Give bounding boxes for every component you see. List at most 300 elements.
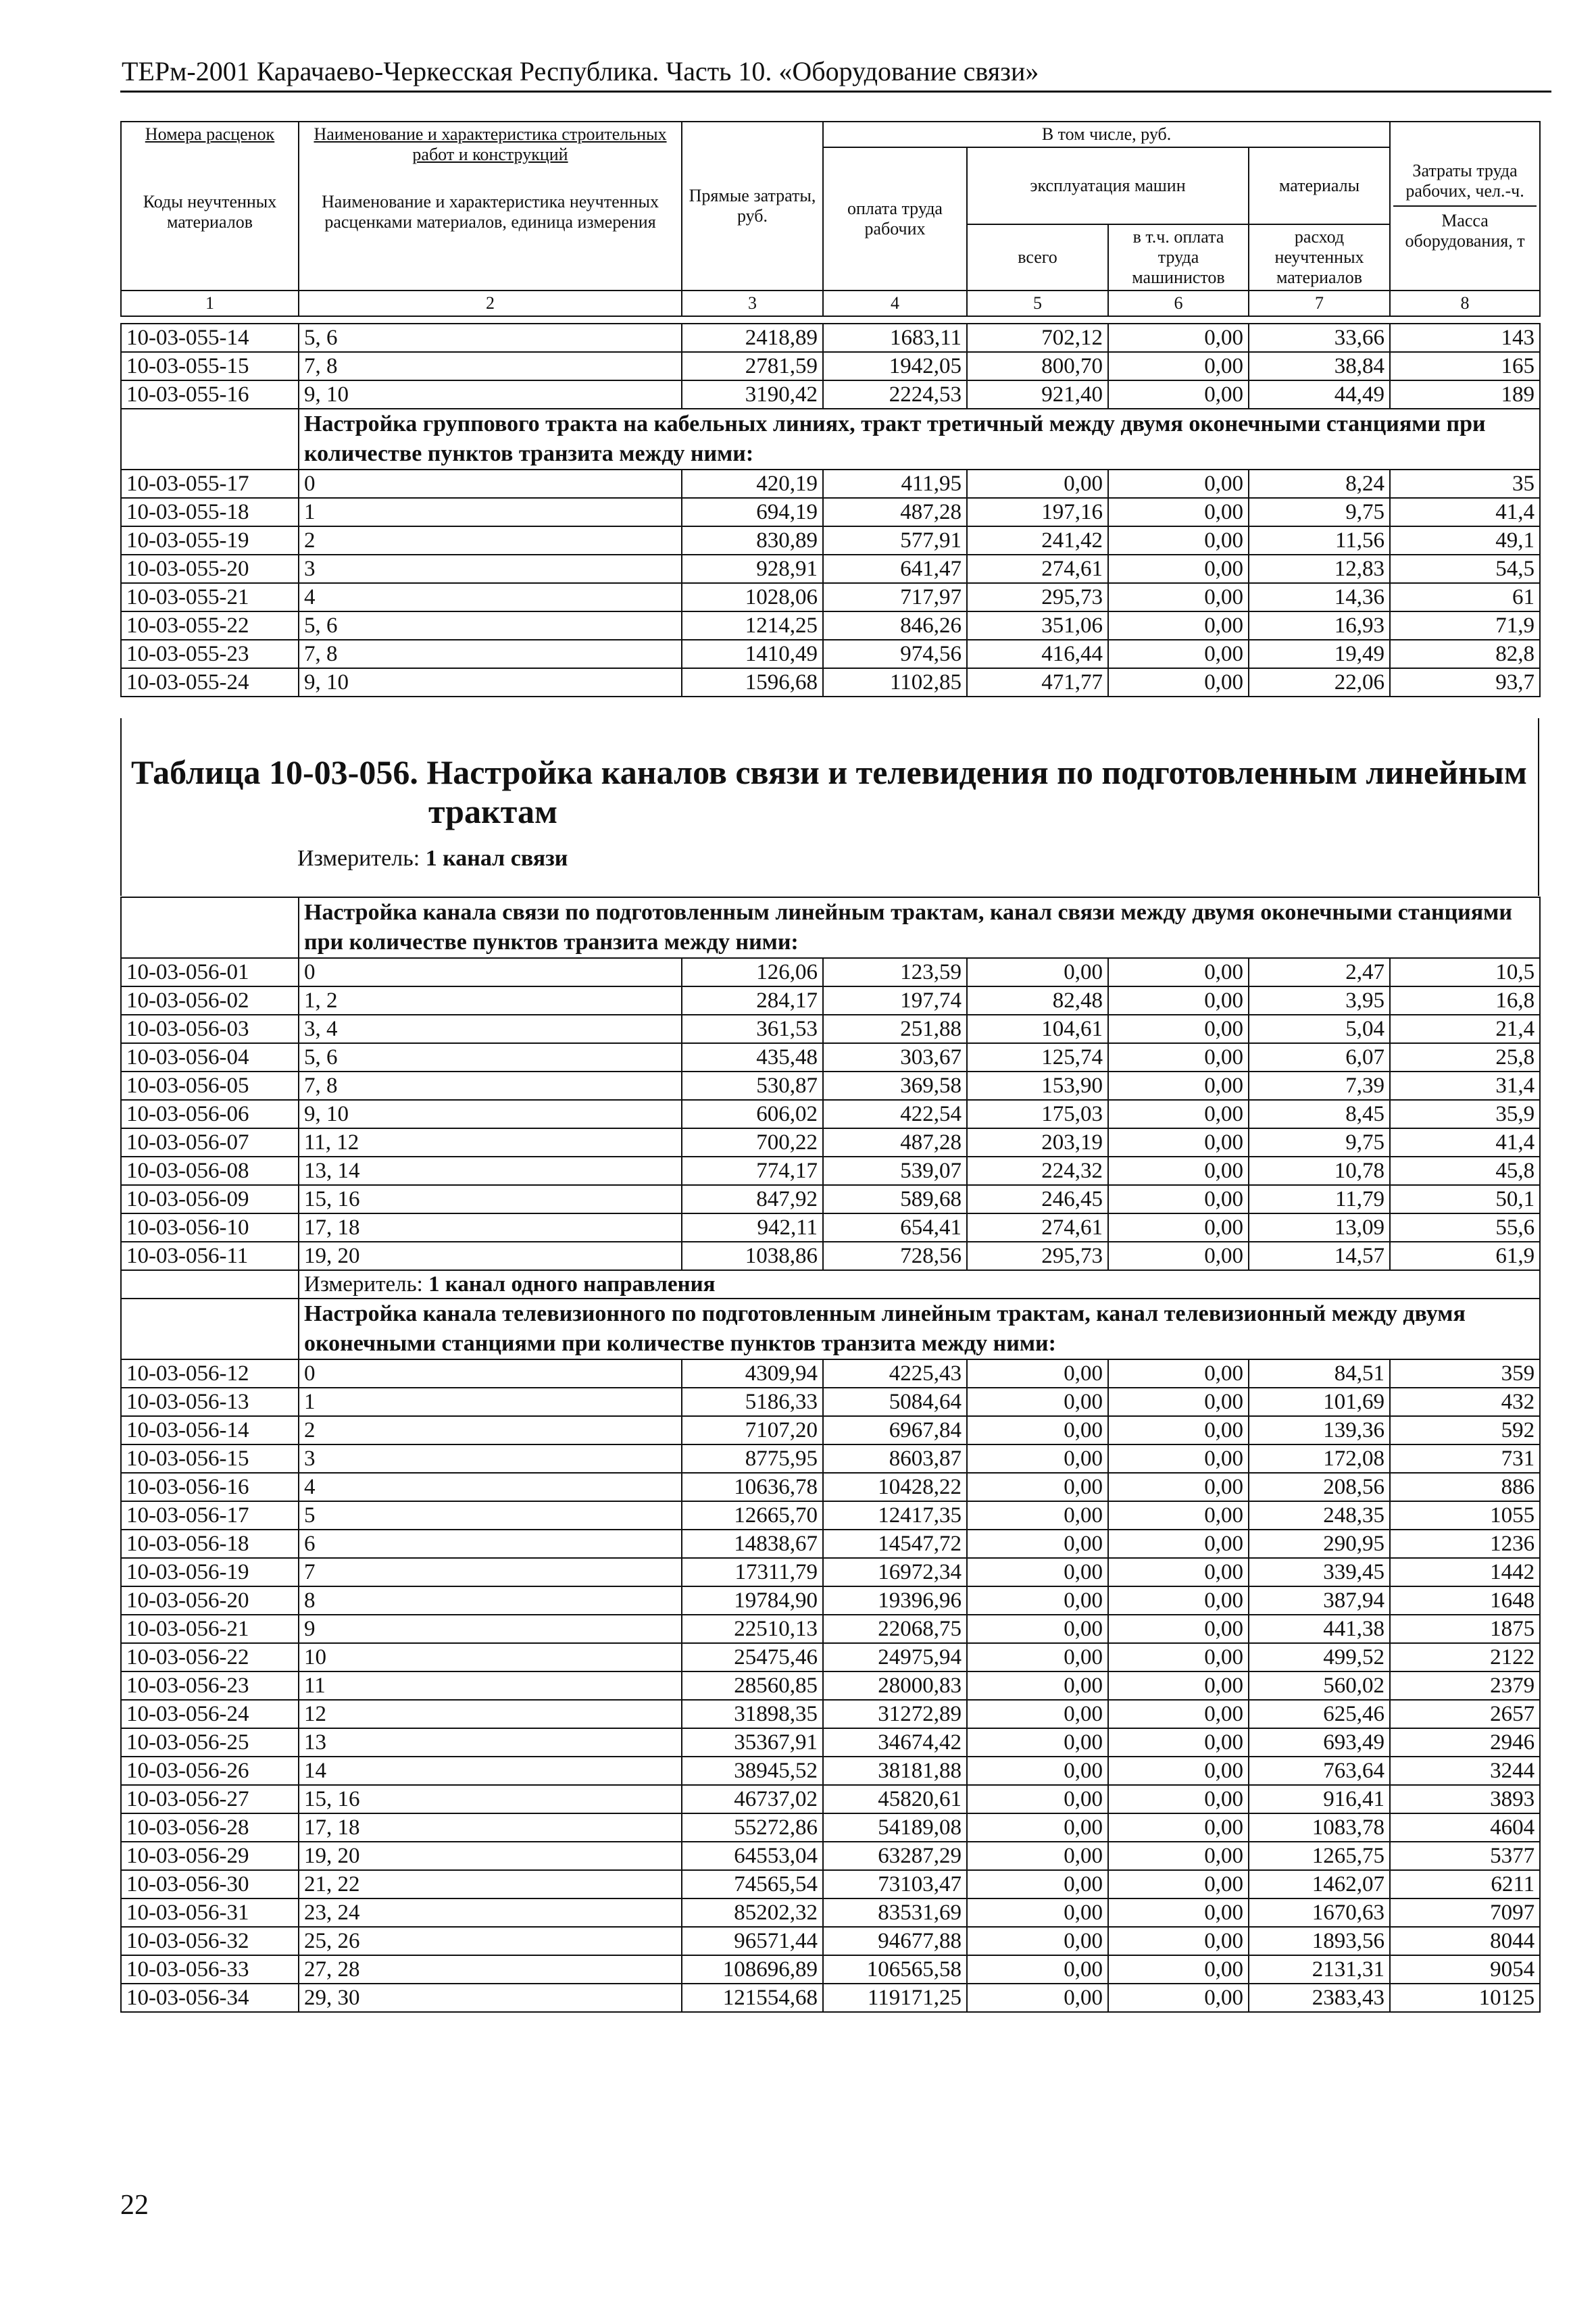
title-rule [120,91,1551,93]
labor-hours-cell: 6211 [1390,1870,1540,1898]
work-parameter-cell: 5, 6 [299,611,682,640]
direct-cost-cell: 2418,89 [682,324,823,352]
labor-cost-cell: 251,88 [823,1015,967,1043]
col-header-group: В том числе, руб. [823,122,1390,147]
labor-cost-cell: 1942,05 [823,352,967,380]
measure-1-label: Измеритель: [297,846,426,871]
machine-cost-cell: 241,42 [967,526,1108,555]
material-cost-cell: 1670,63 [1249,1898,1390,1927]
labor-hours-cell: 41,4 [1390,498,1540,526]
rate-code-cell: 10-03-055-16 [121,380,299,409]
work-parameter-cell: 8 [299,1586,682,1615]
direct-cost-cell: 22510,13 [682,1615,823,1643]
measure-row [121,1270,1540,1299]
work-parameter-cell: 7 [299,1558,682,1586]
machinist-labor-cost-cell: 0,00 [1108,1128,1249,1157]
labor-hours-cell: 2122 [1390,1643,1540,1671]
work-parameter-cell: 5, 6 [299,324,682,352]
work-parameter-cell: 15, 16 [299,1785,682,1813]
section-code-cell [121,897,299,958]
section-heading: Настройка канала телевизионного по подготовленным линейным трактам, канал телевизионный между двумя оконечными станциями при количестве пунктов транзита между ними: [299,1299,1540,1359]
machine-cost-cell: 295,73 [967,1242,1108,1270]
work-parameter-cell: 1 [299,1388,682,1416]
col-header-3: Прямые затраты, руб. [682,122,823,291]
work-parameter-cell: 23, 24 [299,1898,682,1927]
table-56-title-block [120,736,1539,896]
direct-cost-cell: 64553,04 [682,1842,823,1870]
material-cost-cell: 1265,75 [1249,1842,1390,1870]
labor-cost-cell: 31272,89 [823,1700,967,1728]
col-number: 1 [121,291,299,316]
machinist-labor-cost-cell: 0,00 [1108,1185,1249,1213]
col-number: 6 [1108,291,1249,316]
work-parameter-cell: 9 [299,1615,682,1643]
labor-cost-cell: 197,74 [823,986,967,1015]
machine-cost-cell: 153,90 [967,1072,1108,1100]
direct-cost-cell: 46737,02 [682,1785,823,1813]
table-row [121,324,1540,352]
labor-hours-cell: 50,1 [1390,1185,1540,1213]
labor-hours-cell: 54,5 [1390,555,1540,583]
machinist-labor-cost-cell: 0,00 [1108,1728,1249,1757]
direct-cost-cell: 96571,44 [682,1927,823,1955]
table-row [121,1185,1540,1213]
labor-cost-cell: 303,67 [823,1043,967,1072]
machine-cost-cell: 203,19 [967,1128,1108,1157]
labor-hours-cell: 592 [1390,1416,1540,1444]
col-header-8 [1390,122,1540,291]
labor-hours-cell: 359 [1390,1359,1540,1388]
work-parameter-cell: 4 [299,583,682,611]
section-code-cell [121,409,299,470]
col-header-2 [299,122,682,291]
work-parameter-cell: 4 [299,1473,682,1501]
work-parameter-cell: 11, 12 [299,1128,682,1157]
labor-cost-cell: 487,28 [823,498,967,526]
material-cost-cell: 1083,78 [1249,1813,1390,1842]
table-row [121,555,1540,583]
work-parameter-cell: 6 [299,1530,682,1558]
rate-code-cell: 10-03-056-06 [121,1100,299,1128]
material-cost-cell: 14,36 [1249,583,1390,611]
table-row [121,380,1540,409]
labor-cost-cell: 846,26 [823,611,967,640]
col-header-machines: эксплуатация машин [967,147,1249,224]
labor-hours-cell: 45,8 [1390,1157,1540,1185]
direct-cost-cell: 10636,78 [682,1473,823,1501]
labor-hours-cell: 1875 [1390,1615,1540,1643]
measure-2 [299,1270,1540,1299]
machine-cost-cell: 175,03 [967,1100,1108,1128]
labor-hours-cell: 432 [1390,1388,1540,1416]
rate-code-cell: 10-03-055-18 [121,498,299,526]
material-cost-cell: 9,75 [1249,498,1390,526]
machine-cost-cell: 224,32 [967,1157,1108,1185]
table-row [121,1898,1540,1927]
labor-hours-cell: 731 [1390,1444,1540,1473]
material-cost-cell: 19,49 [1249,640,1390,668]
col-header-1-bottom: Коды неучтенных материалов [143,192,277,232]
material-cost-cell: 3,95 [1249,986,1390,1015]
work-parameter-cell: 11 [299,1671,682,1700]
labor-cost-cell: 63287,29 [823,1842,967,1870]
machine-cost-cell: 0,00 [967,1700,1108,1728]
machine-cost-cell: 0,00 [967,1586,1108,1615]
labor-cost-cell: 728,56 [823,1242,967,1270]
machinist-labor-cost-cell: 0,00 [1108,1842,1249,1870]
col-number: 8 [1390,291,1540,316]
labor-cost-cell: 10428,22 [823,1473,967,1501]
measure-1-value: 1 канал связи [425,846,568,871]
labor-cost-cell: 1102,85 [823,668,967,697]
machinist-labor-cost-cell: 0,00 [1108,1444,1249,1473]
work-parameter-cell: 7, 8 [299,1072,682,1100]
table-row [121,1700,1540,1728]
direct-cost-cell: 38945,52 [682,1757,823,1785]
labor-cost-cell: 14547,72 [823,1530,967,1558]
machinist-labor-cost-cell: 0,00 [1108,1984,1249,2012]
labor-cost-cell: 589,68 [823,1185,967,1213]
labor-cost-cell: 28000,83 [823,1671,967,1700]
labor-hours-cell: 21,4 [1390,1015,1540,1043]
direct-cost-cell: 606,02 [682,1100,823,1128]
table-55-section-body [121,409,1540,470]
machine-cost-cell: 0,00 [967,1927,1108,1955]
material-cost-cell: 172,08 [1249,1444,1390,1473]
material-cost-cell: 44,49 [1249,380,1390,409]
table-row [121,1586,1540,1615]
table-row [121,1785,1540,1813]
table-row [121,1984,1540,2012]
work-parameter-cell: 2 [299,526,682,555]
machinist-labor-cost-cell: 0,00 [1108,1473,1249,1501]
rate-code-cell: 10-03-056-32 [121,1927,299,1955]
work-parameter-cell: 9, 10 [299,1100,682,1128]
machinist-labor-cost-cell: 0,00 [1108,498,1249,526]
section-code-cell [121,1299,299,1359]
machine-cost-cell: 0,00 [967,1416,1108,1444]
labor-hours-cell: 1442 [1390,1558,1540,1586]
direct-cost-cell: 108696,89 [682,1955,823,1984]
table-row [121,1501,1540,1530]
machine-cost-cell: 471,77 [967,668,1108,697]
rate-code-cell: 10-03-056-13 [121,1388,299,1416]
labor-cost-cell: 717,97 [823,583,967,611]
material-cost-cell: 38,84 [1249,352,1390,380]
labor-cost-cell: 123,59 [823,958,967,986]
table-row [121,986,1540,1015]
labor-hours-cell: 2379 [1390,1671,1540,1700]
work-parameter-cell: 27, 28 [299,1955,682,1984]
direct-cost-cell: 121554,68 [682,1984,823,2012]
direct-cost-cell: 12665,70 [682,1501,823,1530]
table-row [121,1757,1540,1785]
machinist-labor-cost-cell: 0,00 [1108,380,1249,409]
machinist-labor-cost-cell: 0,00 [1108,1359,1249,1388]
machine-cost-cell: 0,00 [967,1898,1108,1927]
direct-cost-cell: 1028,06 [682,583,823,611]
work-parameter-cell: 13, 14 [299,1157,682,1185]
table-10-03-055 [120,323,1541,697]
labor-hours-cell: 10,5 [1390,958,1540,986]
labor-cost-cell: 4225,43 [823,1359,967,1388]
labor-hours-cell: 7097 [1390,1898,1540,1927]
labor-cost-cell: 6967,84 [823,1416,967,1444]
material-cost-cell: 14,57 [1249,1242,1390,1270]
labor-cost-cell: 83531,69 [823,1898,967,1927]
direct-cost-cell: 1410,49 [682,640,823,668]
machine-cost-cell: 0,00 [967,1473,1108,1501]
machinist-labor-cost-cell: 0,00 [1108,1615,1249,1643]
rate-code-cell: 10-03-055-15 [121,352,299,380]
machinist-labor-cost-cell: 0,00 [1108,1785,1249,1813]
direct-cost-cell: 928,91 [682,555,823,583]
work-parameter-cell: 21, 22 [299,1870,682,1898]
labor-hours-cell: 35 [1390,470,1540,498]
machinist-labor-cost-cell: 0,00 [1108,1643,1249,1671]
table-56-section-2 [121,1299,1540,1359]
machine-cost-cell: 0,00 [967,1501,1108,1530]
table-row [121,1955,1540,1984]
machine-cost-cell: 0,00 [967,470,1108,498]
machine-cost-cell: 82,48 [967,986,1108,1015]
material-cost-cell: 499,52 [1249,1643,1390,1671]
labor-cost-cell: 38181,88 [823,1757,967,1785]
labor-hours-cell: 886 [1390,1473,1540,1501]
material-cost-cell: 6,07 [1249,1043,1390,1072]
rate-code-cell: 10-03-056-15 [121,1444,299,1473]
col-header-2-top: Наименование и характеристика строительных работ и конструкций [314,124,667,164]
machine-cost-cell: 0,00 [967,1757,1108,1785]
material-cost-cell: 84,51 [1249,1359,1390,1388]
col-header-5: всего [967,224,1108,291]
machinist-labor-cost-cell: 0,00 [1108,1242,1249,1270]
material-cost-cell: 387,94 [1249,1586,1390,1615]
rate-code-cell: 10-03-056-12 [121,1359,299,1388]
rate-code-cell: 10-03-056-29 [121,1842,299,1870]
labor-cost-cell: 577,91 [823,526,967,555]
machinist-labor-cost-cell: 0,00 [1108,1927,1249,1955]
rate-code-cell: 10-03-056-26 [121,1757,299,1785]
machine-cost-cell: 0,00 [967,1671,1108,1700]
machine-cost-cell: 416,44 [967,640,1108,668]
rate-code-cell: 10-03-056-31 [121,1898,299,1927]
rate-code-cell: 10-03-056-23 [121,1671,299,1700]
machinist-labor-cost-cell: 0,00 [1108,1388,1249,1416]
rate-code-cell: 10-03-056-10 [121,1213,299,1242]
labor-hours-cell: 5377 [1390,1842,1540,1870]
machine-cost-cell: 0,00 [967,1388,1108,1416]
machine-cost-cell: 921,40 [967,380,1108,409]
rate-code-cell: 10-03-056-08 [121,1157,299,1185]
machinist-labor-cost-cell: 0,00 [1108,324,1249,352]
machine-cost-cell: 197,16 [967,498,1108,526]
material-cost-cell: 248,35 [1249,1501,1390,1530]
col-header-1-top: Номера расценок [145,124,275,144]
labor-hours-cell: 1055 [1390,1501,1540,1530]
labor-cost-cell: 422,54 [823,1100,967,1128]
work-parameter-cell: 7, 8 [299,640,682,668]
col-header-8-bottom: Масса оборудования, т [1393,205,1537,251]
col-header-2-bottom: Наименование и характеристика неучтенных расценками материалов, единица измерения [322,192,659,232]
labor-hours-cell: 49,1 [1390,526,1540,555]
material-cost-cell: 339,45 [1249,1558,1390,1586]
section-row [121,1299,1540,1359]
material-cost-cell: 208,56 [1249,1473,1390,1501]
labor-cost-cell: 487,28 [823,1128,967,1157]
machinist-labor-cost-cell: 0,00 [1108,1813,1249,1842]
col-number: 3 [682,291,823,316]
direct-cost-cell: 830,89 [682,526,823,555]
labor-hours-cell: 165 [1390,352,1540,380]
work-parameter-cell: 17, 18 [299,1813,682,1842]
machinist-labor-cost-cell: 0,00 [1108,1671,1249,1700]
machine-cost-cell: 0,00 [967,1359,1108,1388]
table-row [121,1671,1540,1700]
machinist-labor-cost-cell: 0,00 [1108,640,1249,668]
material-cost-cell: 5,04 [1249,1015,1390,1043]
rate-code-cell: 10-03-056-25 [121,1728,299,1757]
col-header-1 [121,122,299,291]
machinist-labor-cost-cell: 0,00 [1108,1757,1249,1785]
machine-cost-cell: 295,73 [967,583,1108,611]
column-header-table [120,121,1541,317]
table-55-head-body [121,324,1540,409]
section-heading: Настройка канала связи по подготовленным линейным трактам, канал связи между двумя оконечными станциями при количестве пунктов транзита между ними: [299,897,1540,958]
col-number: 4 [823,291,967,316]
material-cost-cell: 139,36 [1249,1416,1390,1444]
direct-cost-cell: 5186,33 [682,1388,823,1416]
labor-hours-cell: 35,9 [1390,1100,1540,1128]
machinist-labor-cost-cell: 0,00 [1108,1955,1249,1984]
rate-code-cell: 10-03-056-09 [121,1185,299,1213]
rate-code-cell: 10-03-056-07 [121,1128,299,1157]
material-cost-cell: 2,47 [1249,958,1390,986]
work-parameter-cell: 19, 20 [299,1242,682,1270]
labor-hours-cell: 2657 [1390,1700,1540,1728]
machine-cost-cell: 0,00 [967,958,1108,986]
labor-cost-cell: 54189,08 [823,1813,967,1842]
direct-cost-cell: 774,17 [682,1157,823,1185]
direct-cost-cell: 25475,46 [682,1643,823,1671]
direct-cost-cell: 126,06 [682,958,823,986]
material-cost-cell: 625,46 [1249,1700,1390,1728]
material-cost-cell: 101,69 [1249,1388,1390,1416]
material-cost-cell: 693,49 [1249,1728,1390,1757]
labor-cost-cell: 411,95 [823,470,967,498]
table-row [121,1015,1540,1043]
direct-cost-cell: 847,92 [682,1185,823,1213]
labor-cost-cell: 1683,11 [823,324,967,352]
page-number: 22 [120,2190,149,2221]
direct-cost-cell: 1596,68 [682,668,823,697]
rate-code-cell: 10-03-056-04 [121,1043,299,1072]
material-cost-cell: 916,41 [1249,1785,1390,1813]
machine-cost-cell: 800,70 [967,352,1108,380]
labor-cost-cell: 22068,75 [823,1615,967,1643]
labor-cost-cell: 16972,34 [823,1558,967,1586]
labor-cost-cell: 5084,64 [823,1388,967,1416]
col-number: 5 [967,291,1108,316]
labor-hours-cell: 31,4 [1390,1072,1540,1100]
table-row [121,352,1540,380]
labor-hours-cell: 41,4 [1390,1128,1540,1157]
table-row [121,611,1540,640]
table-row [121,668,1540,697]
rate-code-cell: 10-03-056-20 [121,1586,299,1615]
machine-cost-cell: 0,00 [967,1643,1108,1671]
direct-cost-cell: 7107,20 [682,1416,823,1444]
labor-hours-cell: 3893 [1390,1785,1540,1813]
direct-cost-cell: 942,11 [682,1213,823,1242]
labor-cost-cell: 369,58 [823,1072,967,1100]
machine-cost-cell: 0,00 [967,1558,1108,1586]
machinist-labor-cost-cell: 0,00 [1108,1015,1249,1043]
direct-cost-cell: 19784,90 [682,1586,823,1615]
material-cost-cell: 1893,56 [1249,1927,1390,1955]
labor-hours-cell: 9054 [1390,1955,1540,1984]
material-cost-cell: 8,24 [1249,470,1390,498]
table-row [121,1100,1540,1128]
labor-cost-cell: 539,07 [823,1157,967,1185]
labor-hours-cell: 1648 [1390,1586,1540,1615]
machine-cost-cell: 0,00 [967,1984,1108,2012]
direct-cost-cell: 361,53 [682,1015,823,1043]
direct-cost-cell: 420,19 [682,470,823,498]
direct-cost-cell: 694,19 [682,498,823,526]
table-row [121,470,1540,498]
direct-cost-cell: 435,48 [682,1043,823,1072]
material-cost-cell: 7,39 [1249,1072,1390,1100]
work-parameter-cell: 2 [299,1416,682,1444]
rate-code-cell: 10-03-056-18 [121,1530,299,1558]
table-row [121,958,1540,986]
machine-cost-cell: 0,00 [967,1728,1108,1757]
rate-code-cell: 10-03-056-17 [121,1501,299,1530]
section-row [121,897,1540,958]
direct-cost-cell: 17311,79 [682,1558,823,1586]
material-cost-cell: 22,06 [1249,668,1390,697]
machinist-labor-cost-cell: 0,00 [1108,1558,1249,1586]
machinist-labor-cost-cell: 0,00 [1108,1700,1249,1728]
machine-cost-cell: 0,00 [967,1615,1108,1643]
work-parameter-cell: 9, 10 [299,380,682,409]
rate-code-cell: 10-03-056-05 [121,1072,299,1100]
labor-hours-cell: 8044 [1390,1927,1540,1955]
labor-hours-cell: 55,6 [1390,1213,1540,1242]
table-row [121,498,1540,526]
rate-code-cell: 10-03-055-24 [121,668,299,697]
machine-cost-cell: 0,00 [967,1870,1108,1898]
material-cost-cell: 13,09 [1249,1213,1390,1242]
material-cost-cell: 1462,07 [1249,1870,1390,1898]
material-cost-cell: 16,93 [1249,611,1390,640]
measure-code-cell [121,1270,299,1299]
machinist-labor-cost-cell: 0,00 [1108,1043,1249,1072]
machine-cost-cell: 274,61 [967,555,1108,583]
machine-cost-cell: 702,12 [967,324,1108,352]
machinist-labor-cost-cell: 0,00 [1108,1100,1249,1128]
labor-cost-cell: 73103,47 [823,1870,967,1898]
table-row [121,1813,1540,1842]
col-header-6: в т.ч. оплата труда машинистов [1108,224,1249,291]
rate-code-cell: 10-03-056-22 [121,1643,299,1671]
rate-code-cell: 10-03-055-21 [121,583,299,611]
machine-cost-cell: 0,00 [967,1785,1108,1813]
machine-cost-cell: 0,00 [967,1955,1108,1984]
machinist-labor-cost-cell: 0,00 [1108,555,1249,583]
machine-cost-cell: 125,74 [967,1043,1108,1072]
